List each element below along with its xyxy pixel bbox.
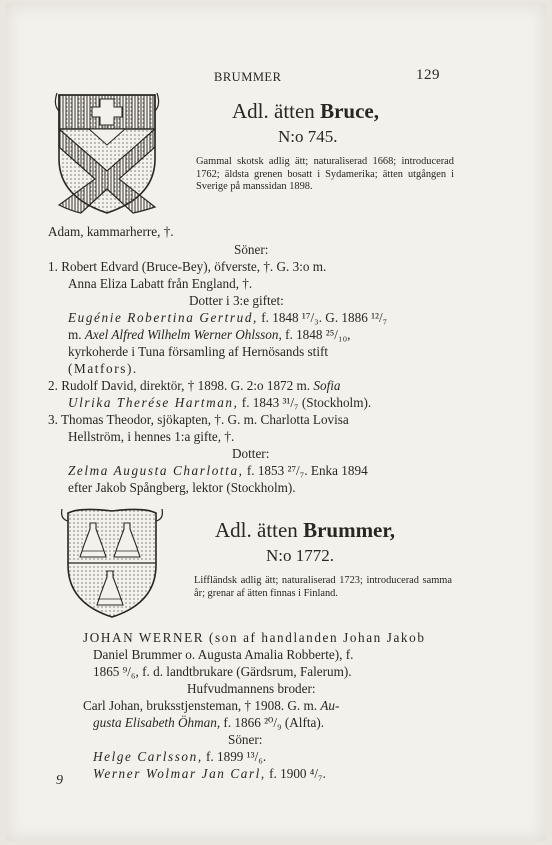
entry-johan-werner-line3: 1865 ⁹/₆, f. d. landtbrukare (Gärdsrum, Falerum). [93,664,352,679]
running-head: BRUMMER [214,70,282,84]
entry-axel-line2: kyrkoherde i Tuna församling af Hernösands stift [68,344,329,359]
entry-carl-johan-line2: gusta Elisabeth Öhman, f. 1866 ²⁰/₉ (Alfta). [93,715,325,730]
section-title-brummer: Adl. ätten Brummer, [215,518,396,542]
entry-thomas-line2: Hellström, i hennes 1:a gifte, †. [68,429,235,444]
heading-dotter: Dotter i 3:e giftet: [189,293,284,308]
entry-adam: Adam, kammarherre, †. [48,224,174,239]
entry-zelma: Zelma Augusta Charlotta, f. 1853 ²⁷/₇. Enka 1894 [68,463,368,478]
entry-eugenie: Eugénie Robertina Gertrud, f. 1848 ¹⁷/₃. G. 1886 ¹²/₇ [68,310,388,325]
entry-johan-werner-line2: Daniel Brummer o. Augusta Amalia Robberte), f. [93,647,354,662]
description-brummer: Liffländsk adlig ätt; naturaliserad 1723; introducerad samma år; grenar af ätten finnas i Finland. [194,575,452,599]
book-page [6,3,546,841]
entry-axel-line3: (Matfors). [68,361,138,376]
entry-rudolf-line2: Ulrika Therése Hartman, f. 1843 ³¹/₇ (Stockholm). [68,395,372,410]
entry-axel: m. Axel Alfred Wilhelm Werner Ohlsson, f. 1848 ²⁵/₁₀, [68,327,351,342]
heading-soner: Söner: [234,242,269,257]
entry-werner-wolmar: Werner Wolmar Jan Carl, f. 1900 ⁴/₇. [93,766,326,781]
signature-mark: 9 [56,773,63,788]
section-title-bruce: Adl. ätten Bruce, [232,99,379,123]
coat-of-arms-bruce-icon [53,89,161,217]
page-number: 129 [416,67,440,83]
heading-dotter-2: Dotter: [232,446,270,461]
entry-rudolf: 2. Rudolf David, direktör, † 1898. G. 2:o 1872 m. Sofia [48,378,341,393]
heading-broder: Hufvudmannens broder: [187,681,316,696]
heading-soner-2: Söner: [228,732,263,747]
entry-helge: Helge Carlsson, f. 1899 ¹³/₆. [93,749,267,764]
entry-robert-line2: Anna Eliza Labatt från England, †. [68,276,253,291]
entry-zelma-line2: efter Jakob Spångberg, lektor (Stockholm). [68,480,296,495]
entry-thomas: 3. Thomas Theodor, sjökapten, †. G. m. Charlotta Lovisa [48,412,349,427]
description-bruce: Gammal skotsk adlig ätt; naturaliserad 1668; introducerad 1762; äldsta grenen bosatt i Sydamerika; ätten utgången i Sverige på manssidan 1898. [196,156,454,193]
section-number-bruce: N:o 745. [278,127,338,146]
coat-of-arms-brummer-icon [60,505,164,621]
entry-carl-johan: Carl Johan, bruksstjensteman, † 1908. G. m. Au- [83,698,340,713]
entry-johan-werner: JOHAN WERNER (son af handlanden Johan Jakob [83,630,426,645]
section-number-brummer: N:o 1772. [266,546,334,565]
entry-robert: 1. Robert Edvard (Bruce-Bey), öfverste, †. G. 3:o m. [48,259,327,274]
